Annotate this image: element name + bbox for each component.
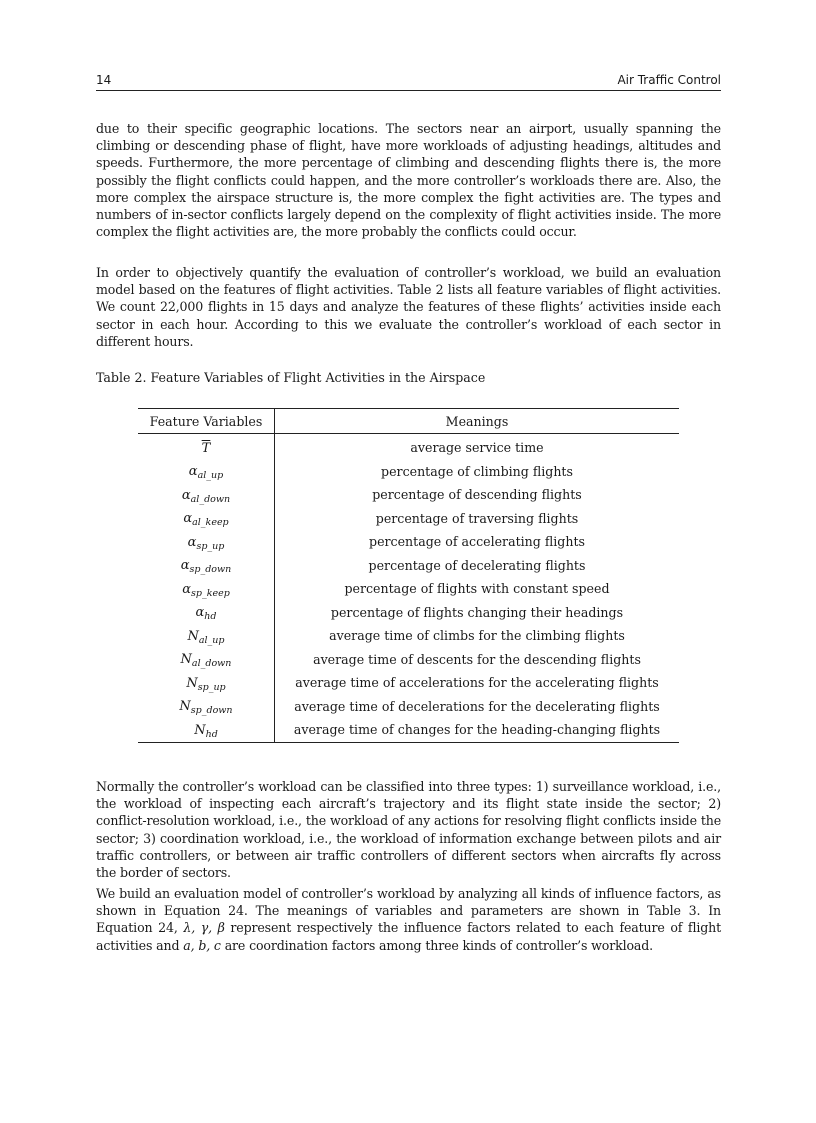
symbol-subscript: hd [204, 611, 217, 623]
symbol-base: N [187, 628, 199, 644]
feature-variable-cell [138, 695, 275, 719]
equation-text-part-a: We build an evaluation model of controller’s workload by analyzing all kinds of influence factors, as shown in Equation 24. The meanings of variables and parameters are shown in Table 3. In Equation 24, [96, 886, 721, 936]
feature-variable-symbol [188, 464, 224, 482]
table-row [138, 434, 679, 460]
symbol-base: α [183, 511, 193, 527]
symbol-base: N [180, 652, 192, 668]
feature-variable-cell [138, 624, 275, 648]
symbol-base: α [182, 581, 191, 597]
feature-variable-symbol [179, 699, 233, 717]
meaning-cell: average time of decelerations for the decelerating flights [294, 698, 660, 714]
feature-variable-symbol [194, 723, 218, 738]
symbol-subscript: al_down [191, 658, 232, 670]
table-caption: Table 2. Feature Variables of Flight Activities in the Airspace [96, 370, 486, 385]
table-row [138, 483, 679, 507]
symbol-base: N [186, 675, 198, 691]
symbol-base: $\overline{T}$ [201, 440, 211, 456]
feature-variable-symbol [188, 535, 225, 550]
table-header-row [138, 409, 679, 434]
symbol-base: N [194, 722, 206, 738]
feature-variable-symbol [186, 676, 225, 691]
paragraph-geographic-sectors: due to their specific geographic locations. The sectors near an airport, usually spanning the climbing or descending phase of flight, have more workloads of adjusting headings, altitudes and speeds. Furthermore, the more percentage of climbing and descending flights there is, the more possibly the flight conflicts could happen, and the more controller’s workloads there are. Also, the more complex the airspace structure is, the more complex the fight activities are. The types and numbers of in-sector conflicts largely depend on the complexity of flight activities inside. The more complex the flight activities are, the more probably the conflicts could occur. [96, 121, 721, 240]
meaning-cell: average time of changes for the heading-changing flights [293, 722, 661, 738]
meaning-cell: average service time [410, 440, 544, 456]
table-row [138, 695, 679, 719]
paragraph-equation-model [96, 885, 721, 954]
symbol-subscript: sp_down [190, 705, 233, 717]
symbol-subscript: hd [205, 728, 218, 740]
symbol-subscript: al_up [198, 634, 225, 646]
feature-variables-table [138, 408, 679, 743]
table-row [138, 671, 679, 695]
symbol-subscript: sp_up [197, 681, 226, 693]
table-row [138, 460, 679, 484]
feature-variable-symbol [180, 558, 232, 576]
feature-variable-symbol [180, 652, 232, 670]
symbol-subscript: sp_down [189, 564, 232, 576]
meaning-cell: average time of accelerations for the accelerating flights [295, 675, 659, 691]
symbol-base: α [188, 464, 198, 480]
meaning-cell: percentage of flights with constant speed [344, 581, 610, 597]
table-row [138, 507, 679, 531]
feature-variable-symbol [195, 605, 217, 623]
paragraph-workload-types: Normally the controller’s workload can be classified into three types: 1) surveillance workload, i.e., the workload of inspecting each aircraft’s trajectory and its flight state inside the sector; 2) conflict-resolution workload, i.e., the workload of any actions for resolving flight conflicts inside the sector; 3) coordination workload, i.e., the workload of information exchange between pilots and air traffic controllers, or between air traffic controllers of different sectors when aircrafts fly across the border of sectors. [96, 779, 721, 881]
feature-variable-symbol [182, 582, 230, 597]
feature-variable-cell [138, 718, 275, 742]
column-header-feature: Feature Variables [138, 409, 275, 434]
feature-variable-cell [138, 648, 275, 672]
feature-variable-cell [138, 554, 275, 578]
feature-variable-symbol [183, 511, 229, 529]
equation-text-part-c: are coordination factors among three kinds of controller’s workload. [220, 937, 654, 953]
feature-variable-cell [138, 577, 275, 601]
symbol-subscript: sp_up [196, 540, 225, 552]
influence-factors-math: λ, γ, β [183, 920, 225, 936]
table-row [138, 601, 679, 625]
feature-variable-cell [138, 460, 275, 484]
meaning-cell: average time of descents for the descending flights [313, 651, 641, 667]
page-number: 14 [96, 73, 112, 87]
running-header [96, 72, 721, 91]
table-body [138, 434, 679, 743]
coordination-factors-math: a, b, c [183, 937, 221, 953]
column-header-meaning: Meanings [445, 413, 509, 429]
meaning-cell: percentage of accelerating flights [369, 534, 585, 550]
meaning-cell: percentage of traversing flights [375, 510, 579, 526]
symbol-base: N [179, 699, 191, 715]
paragraph-evaluation-model: In order to objectively quantify the evaluation of controller’s workload, we build an evaluation model based on the features of flight activities. Table 2 lists all feature variables of flight activities. We count 22,000 flights in 15 days and analyze the features of these flights’ activities inside each sector in each hour. According to this we evaluate the controller’s workload of each sector in different hours. [96, 265, 721, 349]
feature-variable-symbol [182, 488, 230, 503]
meaning-cell: percentage of flights changing their headings [330, 604, 624, 620]
feature-variable-symbol [202, 441, 211, 456]
equation-text-part-b: represent respectively the influence factors related to each feature of flight activities and [96, 920, 721, 953]
table-row [138, 577, 679, 601]
feature-variable-cell [138, 507, 275, 531]
meaning-cell: average time of climbs for the climbing flights [329, 628, 625, 644]
feature-variable-cell [138, 601, 275, 625]
table-row [138, 530, 679, 554]
table-row [138, 718, 679, 742]
table-row [138, 624, 679, 648]
table-row [138, 554, 679, 578]
meaning-cell: percentage of decelerating flights [368, 557, 586, 573]
symbol-subscript: al_down [190, 493, 231, 505]
symbol-base: α [180, 558, 190, 574]
feature-variable-symbol [187, 629, 224, 644]
meaning-cell: percentage of descending flights [372, 487, 582, 503]
running-title: Air Traffic Control [617, 73, 721, 87]
table-row [138, 648, 679, 672]
feature-variable-cell [138, 483, 275, 507]
symbol-base: α [181, 487, 191, 503]
feature-variable-cell [138, 671, 275, 695]
symbol-base: α [195, 605, 205, 621]
symbol-subscript: sp_keep [190, 587, 230, 599]
symbol-subscript: al_keep [192, 517, 229, 529]
page [96, 0, 721, 1123]
meaning-cell: percentage of climbing flights [381, 463, 573, 479]
feature-variable-cell [138, 434, 275, 460]
symbol-base: α [187, 534, 197, 550]
symbol-subscript: al_up [197, 470, 224, 482]
feature-variable-cell [138, 530, 275, 554]
